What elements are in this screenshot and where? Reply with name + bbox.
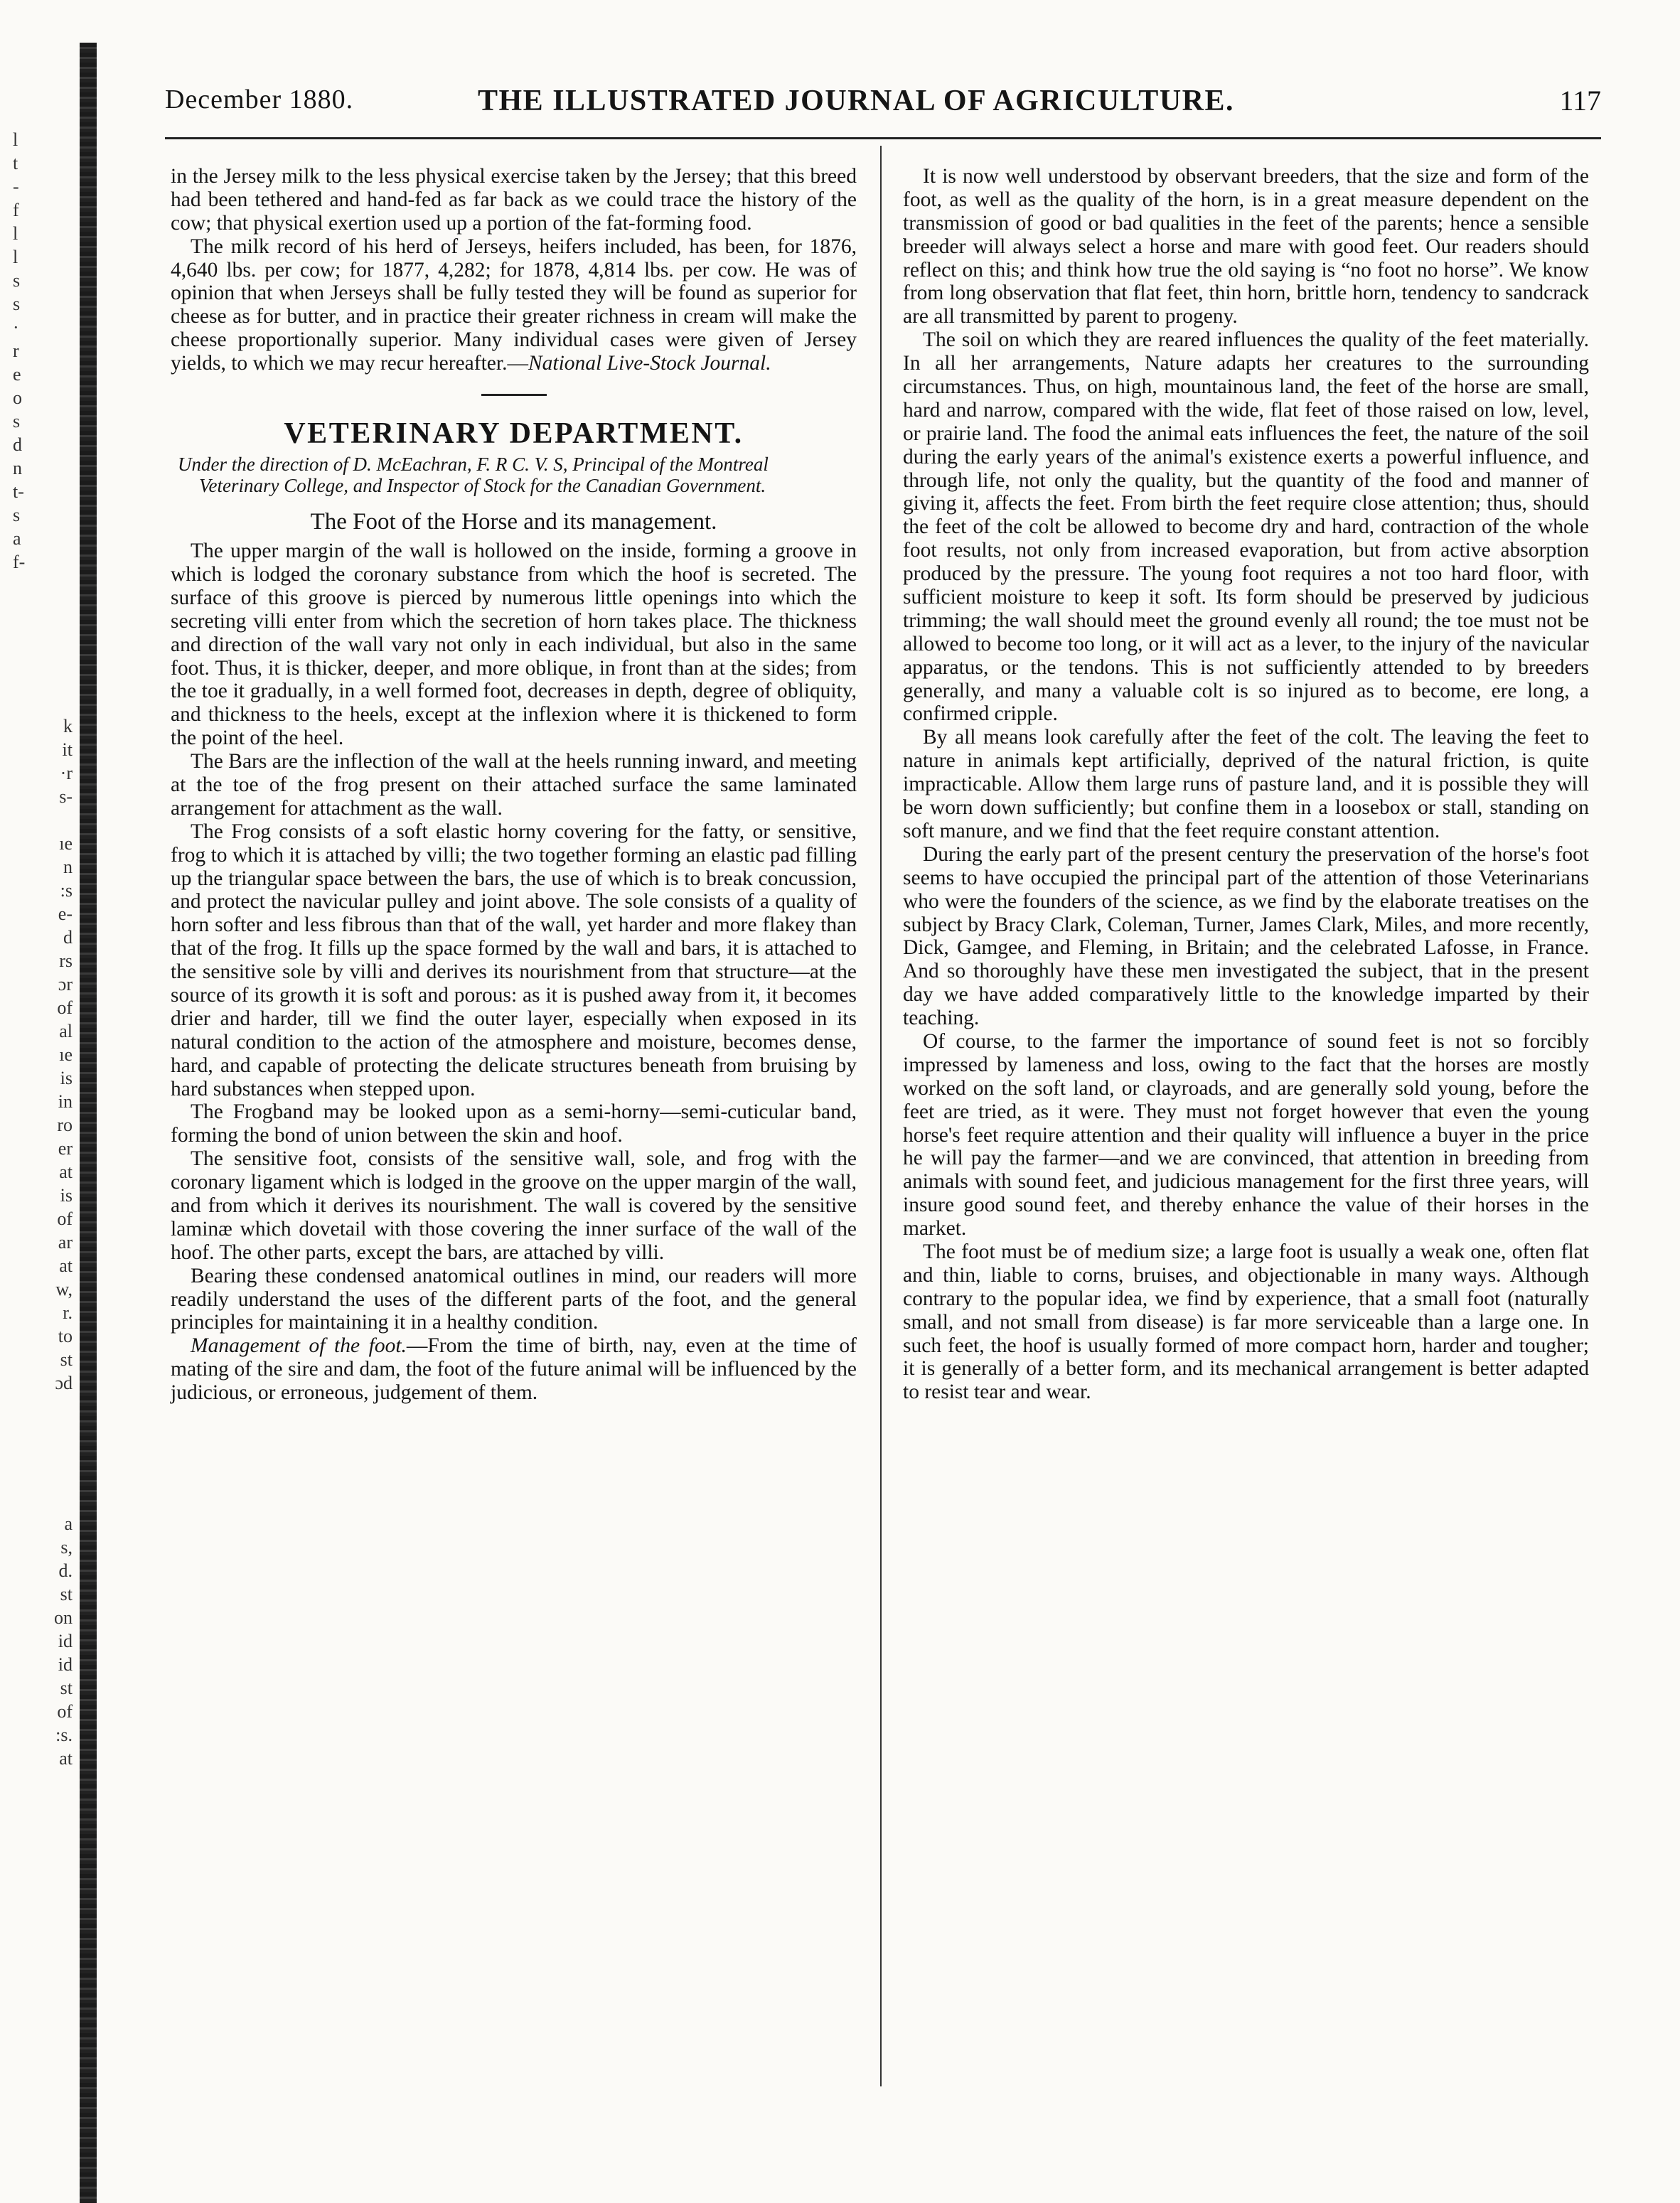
body-paragraph: The soil on which they are reared influences the quality of the feet materially. In all her arrangements, Nature adapts her creatures to the surrounding circumstances. Thus, on high, mountainous land, the feet of the horse are small, hard and narrow, compared with the wide, flat feet of those raised on low, level, or prairie land. The food the animal eats influences the feet, the nature of the soil during the early years of the animal's existence exerts a powerful influence, and through life, not only the quality, but the quantity of the food and manner of giving it, affects the feet. From birth the feet require close attention; thus, should the feet of the colt be allowed to become dry and hard, contraction of the whole foot results, not only from increased evaporation, but from active absorption produced by the pressure. The young foot requires a not too hard floor, with sufficient moisture to keep it soft. Its form should be preserved by judicious trimming; the wall should meet the ground evenly all round; the toe must not be allowed to become too long, or it will act as a lever, to the injury of the navicular apparatus, or the tendons. This is not sufficiently attended to by breeders generally, and many a valuable colt is so injured as to become, ere long, a confirmed cripple.: [903, 328, 1589, 726]
margin-fragment: :s: [60, 880, 73, 901]
body-paragraph: The Bars are the inflection of the wall at the heels running inward, and meeting at the toe of the frog present on their attached surface the same laminated arrangement for attachment as the wall.: [171, 750, 857, 820]
margin-fragment: ıe: [59, 1044, 73, 1065]
margin-fragment: of: [57, 1701, 73, 1722]
article-title: The Foot of the Horse and its management.: [310, 509, 717, 535]
margin-fragment: e-: [58, 904, 73, 924]
margin-fragment: f-: [13, 552, 26, 572]
header-rule: [165, 137, 1601, 139]
margin-fragment: [0, 668, 78, 691]
margin-fragment: [0, 621, 78, 644]
margin-fragment: st: [60, 1584, 73, 1604]
body-paragraph: The Frog consists of a soft elastic horny covering for the fatty, or sensitive, frog to which it is attached by villi; the two together forming an elastic pad filling up the triangular space between the bars, the use of which is to break concussion, and protect the navicular pulley and joint above. The sole consists of a quality of horn softer and less fibrous than that of the wall, yet harder and more flakey than that of the frog. It fills up the space formed by the wall and bars, it is attached to the sensitive sole by villi and derives its nourishment from that structure—at the source of its growth it is soft and porous: as it is pushed away from it, it becomes drier and harder, till we find the outer layer, especially when exposed in its natural condition to the action of the atmosphere and moisture, becomes dense, hard, and capable of protecting the delicate structures beneath from bruising by hard substances when stepped upon.: [171, 820, 857, 1100]
margin-fragment: in: [58, 1091, 73, 1112]
department-title: VETERINARY DEPARTMENT.: [284, 417, 744, 451]
body-paragraph: Of course, to the farmer the importance of sound feet is not so forcibly impressed by lameness and loss, owing to the fact that the horses are mostly worked on the soft land, or clayroads, and are generally sold young, before the feet are tried, as it were. They must not forget however that even the young horse's feet require attention and their quality will influence a buyer in the price he will pay the farmer—and we are convinced, that attention in breeding from animals with sound feet, and judicious management for the first three years, will insure good sound feet, and thereby enhance the value of their horses in the market.: [903, 1029, 1589, 1240]
margin-fragment: [0, 808, 78, 832]
margin-fragment: t: [13, 153, 18, 173]
section-rule: [481, 394, 547, 396]
margin-fragment: al: [59, 1021, 73, 1041]
margin-fragment: a: [13, 528, 21, 549]
page-number: 117: [1559, 85, 1601, 117]
margin-fragment: [0, 574, 78, 597]
margin-fragment: er: [58, 1138, 73, 1159]
margin-fragment: d: [63, 927, 73, 948]
margin-fragment: s: [13, 505, 21, 525]
margin-fragment: -: [13, 176, 19, 197]
margin-fragment: s,: [60, 1537, 73, 1558]
margin-fragment: st: [60, 1349, 73, 1370]
adjacent-page-margin-fragments: [0, 128, 78, 2083]
margin-fragment: to: [58, 1326, 73, 1346]
margin-fragment: [0, 691, 78, 714]
margin-fragment: f: [13, 200, 19, 220]
margin-fragment: [0, 1442, 78, 1465]
left-column: [171, 165, 857, 1405]
margin-fragment: of: [57, 1208, 73, 1229]
margin-fragment: ɔd: [55, 1373, 73, 1393]
margin-fragment: r.: [63, 1302, 73, 1323]
margin-fragment: [0, 1465, 78, 1489]
margin-fragment: is: [60, 1068, 73, 1088]
body-paragraph: The foot must be of medium size; a large foot is usually a weak one, often flat and thin, liable to corns, bruises, and objectionable in many ways. Although contrary to the popular idea, we find by experience, that a small foot (naturally small, and not small from disease) is far more serviceable than a large one. In such feet, the hoof is usually formed of more compact horn, harder and tougher; it is generally of a better form, and its mechanical arrangement is better adapted to resist tear and wear.: [903, 1240, 1589, 1404]
intro-paragraph: [171, 235, 857, 375]
body-paragraph: The Frogband may be looked upon as a semi-horny—semi-cuticular band, forming the bond of union between the skin and hoof.: [171, 1100, 857, 1147]
margin-fragment: t-: [13, 481, 24, 502]
margin-fragment: a: [64, 1513, 73, 1534]
margin-fragment: d: [13, 434, 22, 455]
department-subtitle: Under the direction of D. McEachran, F. R C. V. S, Principal of the Montreal Veterinary College, and Inspector of Stock for the Canadian Government.: [178, 453, 769, 497]
management-heading: Management of the foot.: [191, 1334, 407, 1358]
margin-fragment: it: [62, 739, 73, 760]
body-paragraph: During the early part of the present century the preservation of the horse's foot seems to have occupied the principal part of the attention of those Veterinarians who were the founders of the science, as we find by the elaborate treatises on the subject by Bracy Clark, Coleman, Turner, James Clark, Miles, and more recently, Dick, Gamgee, and Fleming, in Britain; and the celebrated Lafosse, in France. And so thoroughly have these men investigated the subject, that in the present day we have added comparatively little to the knowledge imparted by their teaching.: [903, 842, 1589, 1030]
header-date: December 1880.: [165, 85, 354, 114]
margin-fragment: [0, 644, 78, 668]
management-text: —From the time of birth, nay, even at the time of mating of the sire and dam, the foot of the future animal will be influenced by the judicious, or erroneous, judgement of them.: [171, 1334, 857, 1405]
body-paragraph: It is now well understood by observant breeders, that the size and form of the foot, as well as the quality of the horn, is in a great measure dependent on the transmission of good or bad qualities in the feet of the parents; hence a sensible breeder will always select a horse and mare with good feet. Our readers should reflect on this; and think how true the old saying is “no foot no horse”. We know from long observation that flat feet, thin horn, brittle horn, tendency to sandcrack are all transmitted by parent to progeny.: [903, 165, 1589, 328]
margin-fragment: :s.: [55, 1725, 73, 1745]
margin-fragment: r: [13, 341, 19, 361]
margin-fragment: w,: [55, 1279, 73, 1299]
journal-title: THE ILLUSTRATED JOURNAL OF AGRICULTURE.: [478, 85, 1234, 117]
margin-fragment: n: [63, 857, 73, 877]
margin-fragment: id: [58, 1654, 73, 1675]
management-paragraph: [171, 1334, 857, 1405]
margin-fragment: s: [13, 270, 21, 291]
margin-fragment: rs: [59, 950, 73, 971]
margin-fragment: ıe: [59, 833, 73, 854]
body-paragraph: The sensitive foot, consists of the sensitive wall, sole, and frog with the coronary ligament which is lodged in the groove on the upper margin of the wall, and from which it derives its nourishment. The wall is covered by the sensitive laminæ which dovetail with those covering the inner surface of the wall of the hoof. The other parts, except the bars, are attached by villi.: [171, 1147, 857, 1264]
right-column: [903, 165, 1589, 1404]
running-header: [165, 84, 1601, 127]
margin-fragment: l: [13, 223, 18, 244]
margin-fragment: o: [13, 387, 22, 408]
margin-fragment: on: [54, 1607, 73, 1628]
body-paragraph: By all means look carefully after the feet of the colt. The leaving the feet to nature in animals kept artificially, deprived of the natural friction, is quite impracticable. Allow them large runs of pasture land, and it is possible they will be worn down sufficiently; but confine them in a loosebox or stall, standing on soft manure, and we find that the feet require constant attention.: [903, 726, 1589, 842]
page-binding-edge: [80, 43, 97, 2203]
margin-fragment: s: [13, 294, 21, 314]
margin-fragment: l: [13, 129, 18, 150]
margin-fragment: s: [13, 411, 21, 432]
margin-fragment: at: [59, 1255, 73, 1276]
margin-fragment: ·: [13, 317, 19, 338]
margin-fragment: at: [59, 1162, 73, 1182]
margin-fragment: [0, 597, 78, 621]
margin-fragment: of: [57, 997, 73, 1018]
margin-fragment: at: [59, 1748, 73, 1769]
margin-fragment: n: [13, 458, 22, 478]
margin-fragment: is: [60, 1185, 73, 1206]
source-credit: National Live-Stock Journal.: [528, 352, 771, 375]
margin-fragment: e: [13, 364, 21, 385]
margin-fragment: [0, 1489, 78, 1512]
margin-fragment: ar: [58, 1232, 73, 1253]
margin-fragment: ·r: [60, 763, 73, 783]
intro-paragraph-text: The milk record of his herd of Jerseys, heifers included, has been, for 1876, 4,640 lbs. per cow; for 1877, 4,282; for 1878, 4,814 lbs. per cow. He was of opinion that when Jerseys shall be fully tested they will be found as superior for cheese as for butter, and in practice their greater richness in cream will make the cheese proportionally superior. Many individual cases were given of Jersey yields, to which we may recur hereafter.—: [171, 235, 857, 375]
body-paragraph: The upper margin of the wall is hollowed on the inside, forming a groove in which is lodged the coronary substance from which the hoof is secreted. The surface of this groove is pierced by numerous little openings into which the secreting villi enter from which the secretion of horn takes place. The thickness and direction of the wall vary not only in each individual, but also in the same foot. Thus, it is thicker, deeper, and more oblique, in front than at the sides; from the toe it gradually, in a well formed foot, decreases in depth, degree of obliquity, and thickness to the heels, except at the inflexion where it is thickened to form the point of the heel.: [171, 540, 857, 750]
margin-fragment: l: [13, 247, 18, 267]
margin-fragment: k: [63, 716, 73, 736]
margin-fragment: id: [58, 1631, 73, 1651]
column-divider: [880, 146, 882, 2086]
margin-fragment: [0, 1418, 78, 1442]
margin-fragment: ɔr: [58, 974, 73, 995]
intro-paragraph: in the Jersey milk to the less physical exercise taken by the Jersey; that this breed had been tethered and hand-fed as far back as we could trace the history of the cow; that physical exertion used up a portion of the fat-forming food.: [171, 165, 857, 235]
margin-fragment: ro: [57, 1115, 73, 1135]
body-paragraph: Bearing these condensed anatomical outlines in mind, our readers will more readily understand the uses of the different parts of the foot, and the general principles for maintaining it in a healthy condition.: [171, 1264, 857, 1334]
margin-fragment: s-: [59, 786, 73, 807]
margin-fragment: st: [60, 1678, 73, 1698]
margin-fragment: d.: [58, 1560, 73, 1581]
margin-fragment: [0, 1395, 78, 1418]
